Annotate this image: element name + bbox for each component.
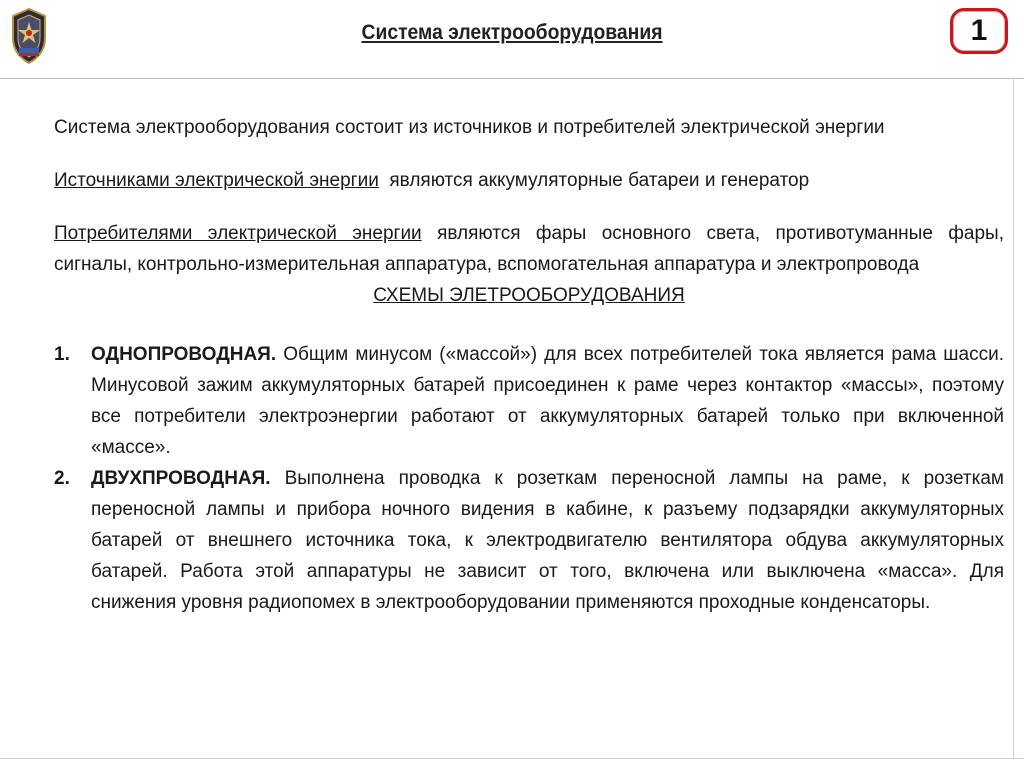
- consumers-text: являются фары основного света, противотуманные фары, сигналы, контрольно-измерительная аппаратура, вспомогательная аппаратура и электропровода: [54, 223, 1004, 275]
- slide-header: [0, 0, 1024, 80]
- intro-paragraph: Система электрооборудования состоит из источников и потребителей электрической энергии: [54, 117, 885, 138]
- list-item: [54, 339, 1004, 463]
- slide-body: [54, 112, 1004, 618]
- list-item-number: 1.: [54, 344, 70, 365]
- list-item-number: 2.: [54, 468, 70, 489]
- list-item-lead: ОДНОПРОВОДНАЯ.: [91, 344, 277, 365]
- right-border-line: [1013, 78, 1014, 758]
- sources-paragraph: [54, 165, 1004, 196]
- schemes-list: [54, 339, 1004, 618]
- schemes-heading-text: СХЕМЫ ЭЛЕТРООБОРУДОВАНИЯ: [373, 285, 685, 306]
- header-divider: [0, 78, 1024, 79]
- sources-term: Источниками электрической энергии: [54, 170, 379, 191]
- list-item-lead: ДВУХПРОВОДНАЯ.: [91, 468, 271, 489]
- schemes-heading: [54, 280, 1004, 311]
- bottom-border-line: [0, 758, 1024, 759]
- list-item-text: Выполнена проводка к розеткам переносной лампы на раме, к розеткам переносной лампы и прибора ночного видения в кабине, к разъему подзарядки аккумуляторных батарей от внешнего источника тока, к электродвигателю вентилятора обдува аккумуляторных батарей. Работа этой аппаратуры не зависит от того, включена или выключена «масса». Для снижения уровня радиопомех в электрооборудовании применяются проходные конденсаторы.: [91, 468, 1004, 613]
- consumers-term: Потребителями электрической энергии: [54, 223, 422, 244]
- sources-text: являются аккумуляторные батареи и генератор: [378, 170, 810, 191]
- slide-number-badge: 1: [950, 8, 1008, 54]
- slide-title: Система электрооборудования: [361, 21, 663, 44]
- list-item: [54, 463, 1004, 618]
- consumers-paragraph: [54, 218, 1004, 280]
- list-item-text: Общим минусом («массой») для всех потребителей тока является рама шасси. Минусовой зажим аккумуляторных батарей присоединен к раме через контактор «массы», поэтому все потребители электроэнергии работают от аккумуляторных батарей только при включенной «массе».: [91, 344, 1004, 458]
